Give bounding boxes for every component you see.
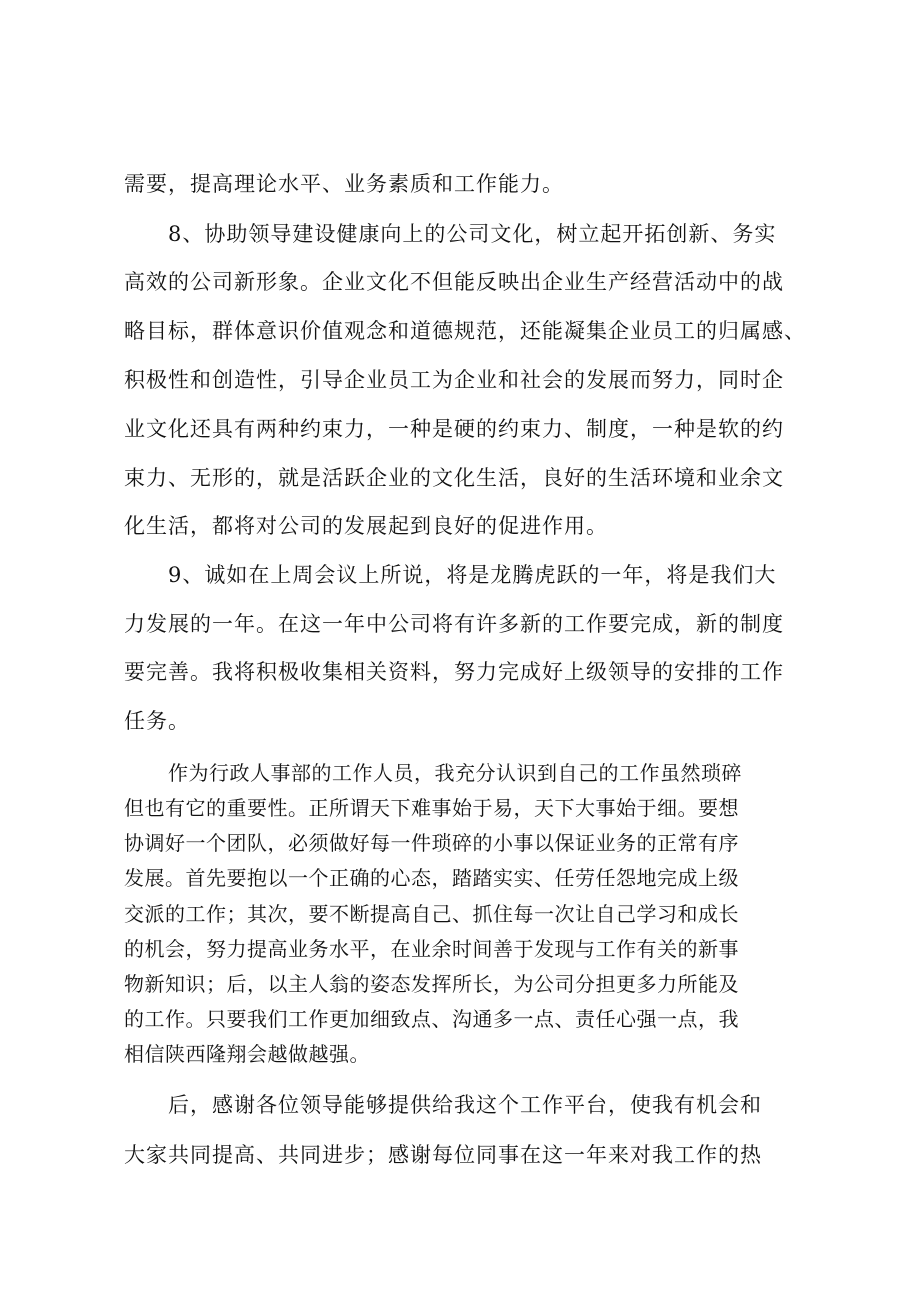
text-line: 要完善。我将积极收集相关资料，努力完成好上级领导的安排的工作: [124, 660, 784, 684]
text-line: 的机会，努力提高业务水平，在业余时间善于发现与工作有关的新事: [124, 937, 739, 961]
text-line: 力发展的一年。在这一年中公司将有许多新的工作要完成，新的制度: [124, 612, 784, 636]
text-line: 8、协助领导建设健康向上的公司文化，树立起开拓创新、务实: [168, 222, 777, 246]
text-line: 业文化还具有两种约束力，一种是硬的约束力、制度，一种是软的约: [124, 417, 784, 441]
text-line: 的工作。只要我们工作更加细致点、沟通多一点、责任心强一点，我: [124, 1007, 739, 1031]
text-line: 后，感谢各位领导能够提供给我这个工作平台，使我有机会和: [168, 1093, 762, 1117]
text-line: 大家共同提高、共同进步；感谢每位同事在这一年来对我工作的热: [124, 1143, 762, 1167]
text-line: 作为行政人事部的工作人员，我充分认识到自己的工作虽然琐碎: [168, 761, 742, 785]
text-line: 束力、无形的，就是活跃企业的文化生活，良好的生活环境和业余文: [124, 466, 784, 490]
text-line: 略目标，群体意识价值观念和道德规范，还能凝集企业员工的归属感、: [124, 319, 806, 343]
text-line: 但也有它的重要性。正所谓天下难事始于易，天下大事始于细。要想: [124, 796, 739, 820]
text-line: 交派的工作；其次，要不断提高自己、抓住每一次让自己学习和成长: [124, 902, 739, 926]
text-line: 化生活，都将对公司的发展起到良好的促进作用。: [124, 514, 608, 538]
text-line: 物新知识；后，以主人翁的姿态发挥所长，为公司分担更多力所能及: [124, 972, 739, 996]
text-line: 9、诚如在上周会议上所说，将是龙腾虎跃的一年，将是我们大: [168, 563, 777, 587]
text-line: 协调好一个团队，必须做好每一件琐碎的小事以保证业务的正常有序: [124, 831, 739, 855]
text-line: 发展。首先要抱以一个正确的心态，踏踏实实、任劳任怨地完成上级: [124, 866, 739, 890]
text-line: 高效的公司新形象。企业文化不但能反映出企业生产经营活动中的战: [124, 270, 784, 294]
text-line: 积极性和创造性，引导企业员工为企业和社会的发展而努力，同时企: [124, 368, 784, 392]
text-line: 任务。: [124, 709, 190, 733]
text-line: 需要，提高理论水平、业务素质和工作能力。: [124, 172, 564, 196]
text-line: 相信陕西隆翔会越做越强。: [124, 1042, 370, 1066]
